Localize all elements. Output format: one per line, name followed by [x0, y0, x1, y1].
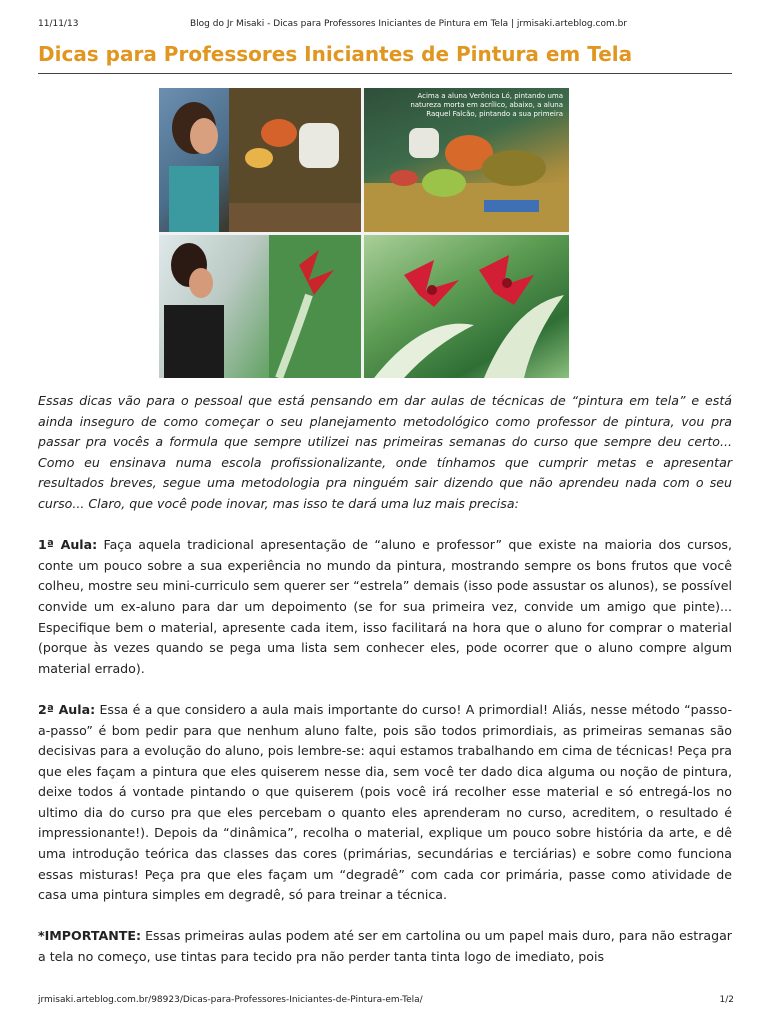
- photo-still-life-painting: [364, 88, 569, 232]
- photo-student-painting-lilies: [159, 235, 361, 378]
- aula1-paragraph: [38, 535, 732, 679]
- importante-text: Essas primeiras aulas podem até ser em cartolina ou um papel mais duro, para não estragar a tela no começo, use tintas para tecido pra não perder tanta tinta logo de imediato, pois: [38, 928, 732, 965]
- print-date: 11/11/13: [38, 19, 79, 29]
- aula2-text: Essa é a que considero a aula mais importante do curso! A primordial! Aliás, nesse método “passo-a-passo” é bom pedir para que nenhum aluno falte, pois são todos primordiais, as primeiras semanas são decisivas para a evolução do aluno, pois lembre-se: aqui estamos trabalhando em cima de técnicas! Peça pra que eles façam a pintura que eles quiserem nesse dia, sem você ter dado dica alguma ou noção de pintura, deixe todos á vontade pintando o que quiserem (pois você irá recolher esse material e só entregá-los no ultimo dia do curso pra que eles percebam o quanto eles aprenderam no curso, acreditem, o resultado é impressionante!). Depois da “dinâmica”, recolha o material, explique um pouco sobre história da arte, e dê uma introdução teórica das classes das cores (primárias, secundárias e terciárias) e sobre como funciona essas misturas! Peça pra que eles façam um “degradê” com cada cor primária, passe como atividade de casa uma pintura simples em degradê, só para treinar a técnica.: [38, 701, 732, 903]
- photo-1-illustration: [159, 88, 361, 232]
- photo-lily-painting: [364, 235, 569, 378]
- photo-caption: Acima a aluna Verônica Ló, pintando uma natureza morta em acrílico, abaixo, a aluna Raquel Falcão, pintando a sua primeira: [410, 92, 563, 118]
- article-title: Dicas para Professores Iniciantes de Pintura em Tela: [38, 42, 633, 66]
- photo-student-painting-still-life: [159, 88, 361, 232]
- importante-label: *IMPORTANTE:: [38, 928, 141, 944]
- page-number: 1/2: [719, 995, 734, 1005]
- aula1-label: 1ª Aula:: [38, 537, 98, 553]
- print-url: jrmisaki.arteblog.com.br/98923/Dicas-para-Professores-Iniciantes-de-Pintura-em-Tela/: [38, 995, 423, 1005]
- article-body: [38, 391, 732, 988]
- importante-paragraph: [38, 926, 732, 967]
- aula2-label: 2ª Aula:: [38, 701, 96, 717]
- print-header: [38, 19, 734, 33]
- aula1-text: Faça aquela tradicional apresentação de “aluno e professor” que existe na maioria dos cursos, conte um pouco sobre a sua experiência no mundo da pintura, mostrando sempre os bons frutos que você colheu, mostre seu mini-curriculo sem querer ser “estrela” demais (isso pode assustar os alunos), se possível convide um ex-aluno para dar um depoimento (se for sua primeira vez, convide um amigo que pinte)... Especifique bem o material, apresente cada item, isso facilitará na hora que o aluno for comprar o material (porque às vezes quando se pega uma lista sem conhecer eles, pode ocorrer que o aluno compre algum material errado).: [38, 537, 732, 676]
- aula2-paragraph: [38, 700, 732, 906]
- print-footer: [38, 995, 734, 1007]
- title-divider: [38, 73, 732, 74]
- intro-paragraph: Essas dicas vão para o pessoal que está pensando em dar aulas de técnicas de “pintura em tela” e está ainda inseguro de como começar o seu planejamento metodológico como professor de pintura, vou pra passar pra vocês a formula que sempre utilizei nas primeiras semanas do curso que sempre deu certo... Como eu ensinava numa escola profissionalizante, onde tínhamos que cumprir metas e apresentar resultados breves, segue uma metodologia pra ninguém sair dizendo que não aprendeu nada com o seu curso... Claro, que você pode inovar, mas isso te dará uma luz mais precisa:: [38, 393, 732, 511]
- print-doc-title: Blog do Jr Misaki - Dicas para Professores Iniciantes de Pintura em Tela | jrmisaki.arteblog.com.br: [190, 19, 628, 29]
- photo-collage: [159, 88, 569, 378]
- photo-4-illustration: [364, 235, 569, 378]
- photo-3-illustration: [159, 235, 361, 378]
